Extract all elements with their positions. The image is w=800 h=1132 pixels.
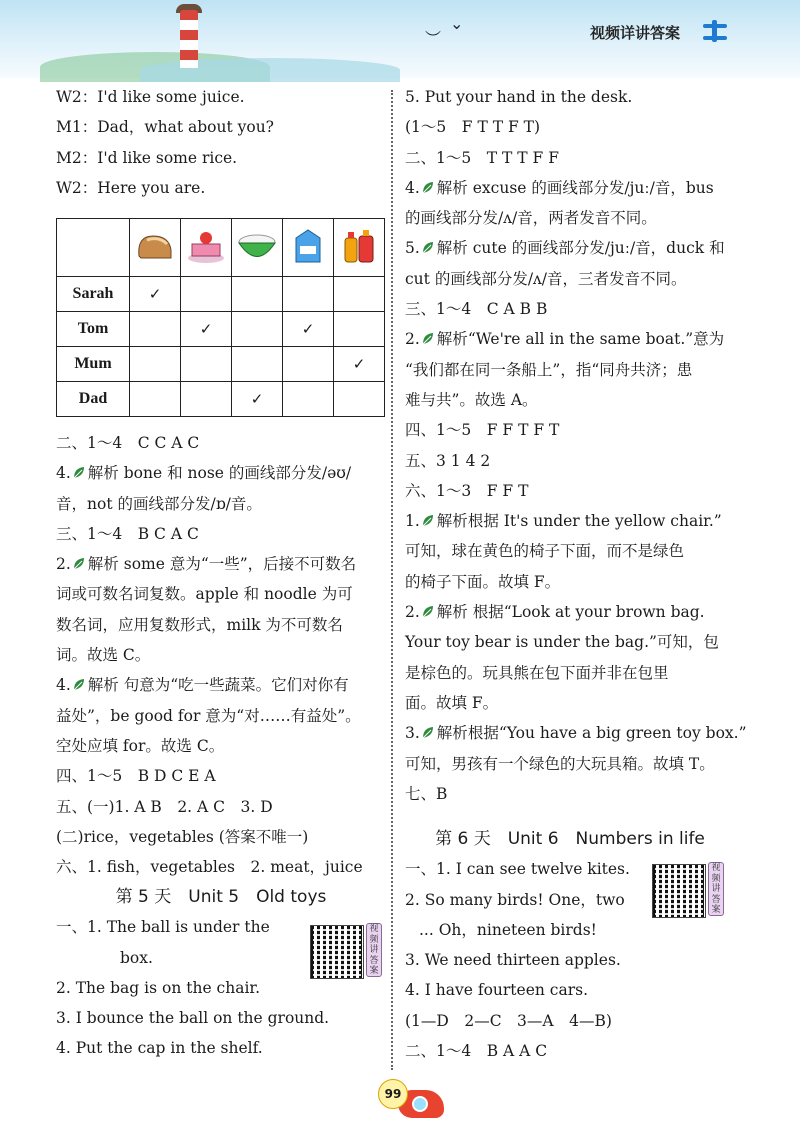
- answer-text: 3. I bounce the ball on the ground.: [56, 1009, 330, 1028]
- question-number: 4.: [405, 178, 420, 197]
- answer-text: 2. So many birds! One，two: [405, 890, 625, 909]
- answer-text: 五、3 1 4 2: [405, 451, 491, 470]
- answer-text: 益处”，be good for 意为“对……有益处”。: [56, 706, 361, 725]
- answer-line: [405, 476, 735, 506]
- analysis-label: 解析: [436, 603, 468, 622]
- answer-text: 难与共”。故选 A。: [405, 390, 538, 409]
- answer-line: [405, 324, 735, 354]
- left-column-dialogue: [56, 82, 386, 203]
- juice-bottles-icon: [334, 219, 385, 277]
- answer-line: [56, 549, 386, 579]
- day6-title: 第 6 天 Unit 6 Numbers in life: [435, 829, 705, 849]
- table-row: [57, 277, 385, 312]
- answer-text: 可知，男孩有一个绿色的大玩具箱。故填 T。: [405, 754, 715, 773]
- bread-icon: [130, 219, 181, 277]
- empty-cell: [334, 382, 385, 417]
- answer-text: 二、1～4 B A A C: [405, 1042, 548, 1061]
- answer-line: [405, 975, 735, 1005]
- dialogue-line: M2：I'd like some rice.: [56, 148, 238, 167]
- question-number: 3.: [405, 724, 420, 743]
- analysis-label: 解析: [436, 724, 468, 743]
- header-label: 视频详讲答案: [590, 24, 681, 42]
- answer-text: 六、1. fish，vegetables 2. meat，juice: [56, 858, 363, 877]
- answer-text: 根据“You have a big green toy box.”: [467, 724, 747, 743]
- table-header-row: [57, 219, 385, 277]
- question-number: 2.: [405, 603, 420, 622]
- answer-text: (二)rice，vegetables (答案不唯一): [56, 827, 309, 846]
- leaf-icon: [72, 466, 86, 479]
- answer-line: [56, 1003, 386, 1033]
- answer-line: [405, 355, 735, 385]
- answer-line: [56, 519, 386, 549]
- answer-line: [56, 822, 386, 852]
- answer-line: [405, 779, 735, 809]
- question-number: 4.: [56, 464, 71, 483]
- answer-line: [56, 731, 386, 761]
- answer-text: 句意为“吃一些蔬菜。它们对你有: [118, 676, 349, 695]
- answer-text: 二、1～5 T T T F F: [405, 148, 559, 167]
- answer-text: some 意为“一些”，后接不可数名: [118, 555, 357, 574]
- page-header: [0, 0, 800, 78]
- answer-line: [56, 792, 386, 822]
- question-number: 2.: [405, 330, 420, 349]
- answer-line: [405, 203, 735, 233]
- question-number: 1.: [405, 512, 420, 531]
- day5-title: 第 5 天 Unit 5 Old toys: [115, 887, 327, 907]
- submarine-window-icon: [412, 1096, 428, 1112]
- milk-carton-icon: [283, 219, 334, 277]
- answer-text: 2. The bag is on the chair.: [56, 978, 261, 997]
- answer-line: [56, 579, 386, 609]
- answer-line: [405, 82, 735, 112]
- column-divider: [391, 90, 393, 1070]
- empty-cell: [283, 382, 334, 417]
- empty-cell: [232, 312, 283, 347]
- answer-text: 是棕色的。玩具熊在包下面并非在包里: [405, 663, 669, 682]
- empty-cell: [130, 347, 181, 382]
- answer-line: [405, 915, 735, 945]
- answer-line: [405, 506, 735, 536]
- answer-line: [56, 489, 386, 519]
- answer-text: 一、1. The ball is under the: [56, 918, 270, 937]
- answer-text: cute 的画线部分发/juː/音，duck 和: [467, 239, 725, 258]
- qr-code-label: 视频讲答案: [708, 862, 724, 916]
- answer-text: 空处应填 for。故选 C。: [56, 736, 225, 755]
- answer-line: [56, 761, 386, 791]
- analysis-label: 解析: [436, 330, 468, 349]
- qr-code-icon[interactable]: [652, 864, 706, 918]
- answer-line: [56, 458, 386, 488]
- empty-cell: [283, 347, 334, 382]
- answer-text: bone 和 nose 的画线部分发/əʊ/: [118, 464, 352, 483]
- answer-text: 的画线部分发/ʌ/音，两者发音不同。: [405, 209, 657, 228]
- empty-cell: [334, 312, 385, 347]
- answer-text: 3. We need thirteen apples.: [405, 951, 621, 970]
- page-number: 99: [378, 1079, 408, 1109]
- answer-line: [405, 173, 735, 203]
- answer-text: 五、(一)1. A B 2. A C 3. D: [56, 797, 273, 816]
- sea-decoration: [140, 58, 400, 82]
- analysis-label: 解析: [436, 512, 468, 531]
- answer-text: Your toy bear is under the bag.”可知，包: [405, 633, 719, 652]
- analysis-label: 解析: [87, 676, 119, 695]
- table-row: [57, 382, 385, 417]
- empty-cell: [283, 277, 334, 312]
- answer-text: 根据 It's under the yellow chair.”: [467, 512, 722, 531]
- row-name: Dad: [57, 382, 130, 417]
- tick-cell: ✓: [283, 312, 334, 347]
- empty-cell: [181, 277, 232, 312]
- tick-cell: ✓: [181, 312, 232, 347]
- answer-text: 可知，球在黄色的椅子下面，而不是绿色: [405, 542, 685, 561]
- answer-text: 二、1～4 C C A C: [56, 434, 200, 452]
- answer-line: [405, 627, 735, 657]
- answer-line: [405, 658, 735, 688]
- analysis-label: 解析: [87, 555, 119, 574]
- dialogue-line: M1：Dad，what about you?: [56, 118, 274, 137]
- left-column-answers: [56, 428, 386, 882]
- empty-cell: [232, 277, 283, 312]
- leaf-icon: [421, 332, 435, 345]
- leaf-icon: [421, 181, 435, 194]
- tick-cell: ✓: [334, 347, 385, 382]
- bird-icon: ⌄: [450, 14, 464, 33]
- answer-text: (1—D 2—C 3—A 4—B): [405, 1011, 612, 1030]
- answer-line: [405, 385, 735, 415]
- answer-text: 音，not 的画线部分发/ɒ/音。: [56, 494, 262, 513]
- logo-icon: [700, 16, 730, 46]
- analysis-label: 解析: [87, 464, 119, 483]
- answer-text: ... Oh，nineteen birds!: [419, 920, 597, 939]
- empty-cell: [181, 382, 232, 417]
- tick-cell: ✓: [130, 277, 181, 312]
- row-name: Tom: [57, 312, 130, 347]
- answer-text: 4. Put the cap in the shelf.: [56, 1039, 263, 1058]
- answer-line: [405, 233, 735, 263]
- lighthouse-icon: [180, 10, 198, 68]
- leaf-icon: [72, 557, 86, 570]
- answer-line: [405, 688, 735, 718]
- answer-line: [405, 1036, 735, 1066]
- answer-line: [56, 610, 386, 640]
- answer-line: [405, 945, 735, 975]
- dialogue-line: W2：I'd like some juice.: [56, 88, 245, 106]
- leaf-icon: [421, 605, 435, 618]
- question-number: 5.: [405, 239, 420, 258]
- answer-line: [405, 143, 735, 173]
- analysis-label: 解析: [436, 178, 468, 197]
- qr-code-icon[interactable]: [310, 925, 364, 979]
- answer-text: 5. Put your hand in the desk.: [405, 88, 633, 106]
- analysis-label: 解析: [436, 239, 468, 258]
- answer-line: [405, 1006, 735, 1036]
- answer-text: 根据“Look at your brown bag.: [467, 603, 705, 622]
- question-number: 2.: [56, 555, 71, 574]
- answer-line: [405, 415, 735, 445]
- answer-text: “We're all in the same boat.”意为: [467, 330, 725, 349]
- answer-text: 三、1～4 C A B B: [405, 300, 548, 319]
- empty-cell: [181, 347, 232, 382]
- answer-line: [56, 640, 386, 670]
- answer-text: 四、1～5 B D C E A: [56, 767, 216, 786]
- bird-icon: ︶: [425, 29, 442, 48]
- answer-line: [56, 1033, 386, 1063]
- answer-line: [56, 670, 386, 700]
- answer-text: 面。故填 F。: [405, 693, 499, 712]
- answer-text: 数名词，应用复数形式，milk 为不可数名: [56, 615, 343, 634]
- answer-text: 七、B: [405, 784, 448, 803]
- question-number: 4.: [56, 676, 71, 695]
- answer-text: box.: [120, 948, 153, 967]
- cake-icon: [181, 219, 232, 277]
- tick-cell: ✓: [232, 382, 283, 417]
- answer-text: “我们都在同一条船上”，指“同舟共济；患: [405, 360, 693, 379]
- answer-line: [56, 852, 386, 882]
- answer-line: [56, 428, 386, 458]
- table-row: [57, 312, 385, 347]
- answer-line: [56, 701, 386, 731]
- answer-text: 一、1. I can see twelve kites.: [405, 860, 630, 879]
- answer-line: [405, 294, 735, 324]
- leaf-icon: [421, 241, 435, 254]
- answer-line: [405, 597, 735, 627]
- rice-bowl-icon: [232, 219, 283, 277]
- answer-text: 六、1～3 F F T: [405, 481, 529, 500]
- answer-line: [405, 567, 735, 597]
- dialogue-line: W2：Here you are.: [56, 178, 206, 197]
- answer-line: [405, 264, 735, 294]
- row-name: Mum: [57, 347, 130, 382]
- leaf-icon: [72, 678, 86, 691]
- answer-line: [405, 749, 735, 779]
- empty-cell: [130, 312, 181, 347]
- answer-text: 4. I have fourteen cars.: [405, 981, 589, 1000]
- answer-line: [405, 536, 735, 566]
- answer-text: 四、1～5 F F T F T: [405, 421, 560, 440]
- answer-text: 词或可数名词复数。apple 和 noodle 为可: [56, 585, 353, 604]
- answer-line: [405, 446, 735, 476]
- answer-text: (1～5 F T T F T): [405, 118, 541, 137]
- answer-text: 词。故选 C。: [56, 646, 151, 665]
- leaf-icon: [421, 514, 435, 527]
- answer-table: [56, 218, 385, 417]
- answer-text: cut 的画线部分发/ʌ/音，三者发音不同。: [405, 269, 687, 288]
- empty-cell: [334, 277, 385, 312]
- day6-section: [405, 824, 735, 1066]
- qr-code-label: 视频讲答案: [366, 923, 382, 977]
- answer-line: [405, 718, 747, 748]
- answer-text: excuse 的画线部分发/juː/音，bus: [467, 178, 714, 197]
- answer-text: 的椅子下面。故填 F。: [405, 572, 561, 591]
- table-row: [57, 347, 385, 382]
- answer-text: 三、1～4 B C A C: [56, 524, 199, 543]
- leaf-icon: [421, 726, 435, 739]
- row-name: Sarah: [57, 277, 130, 312]
- table-corner-cell: [57, 219, 130, 277]
- right-column-answers: [405, 82, 747, 809]
- empty-cell: [130, 382, 181, 417]
- empty-cell: [232, 347, 283, 382]
- answer-line: [405, 112, 735, 142]
